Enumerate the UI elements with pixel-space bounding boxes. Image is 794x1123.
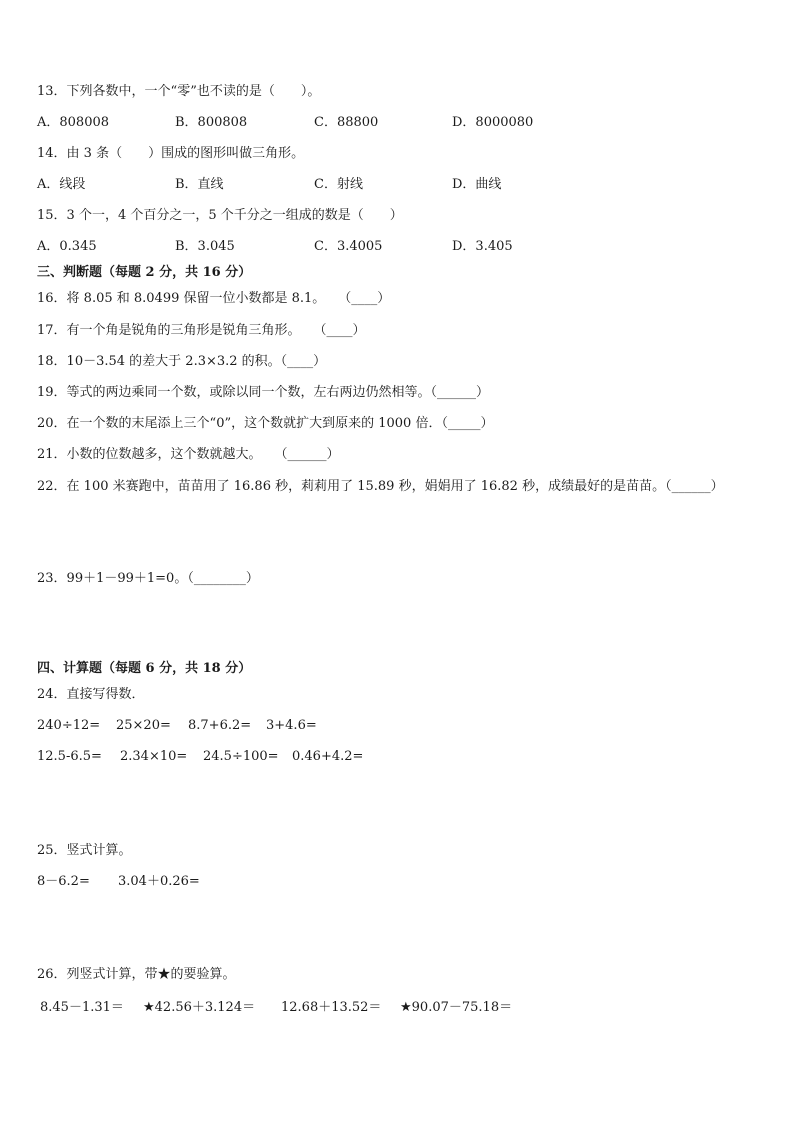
question-26-stem: 26．列竖式计算，带★的要验算。 [37,967,236,982]
q26-item-4: ★90.07－75.18＝ [400,1000,513,1015]
q26-item-1: 8.45－1.31＝ [40,1000,124,1015]
q24-r1-item-1: 240÷12= [37,718,101,733]
question-23: 23．99＋1－99＋1=0。（________） [37,571,259,586]
question-17: 17．有一个角是锐角的三角形是锐角三角形。 （____） [37,323,366,338]
q24-r1-item-2: 25×20= [116,718,171,733]
q15-option-a: A．0.345 [37,239,97,254]
section-3-title: 三、判断题（每题 2 分，共 16 分） [37,265,252,280]
question-18: 18．10－3.54 的差大于 2.3×3.2 的积。（____） [37,354,327,369]
q15-option-b: B．3.045 [175,239,235,254]
q14-option-b: B．直线 [175,177,224,192]
q26-item-2: ★42.56＋3.124＝ [143,1000,256,1015]
question-13-stem: 13．下列各数中，一个“零”也不读的是（ ）。 [37,84,321,99]
section-4-title: 四、计算题（每题 6 分，共 18 分） [37,661,252,676]
q25-item-2: 3.04＋0.26= [118,874,200,889]
q26-item-3: 12.68＋13.52＝ [281,1000,382,1015]
question-15-stem: 15．3 个一，4 个百分之一，5 个千分之一组成的数是（ ） [37,208,403,223]
question-25-stem: 25．竖式计算。 [37,843,132,858]
q24-r1-item-4: 3+4.6= [266,718,317,733]
question-16: 16．将 8.05 和 8.0499 保留一位小数都是 8.1。 （____） [37,291,391,306]
q25-item-1: 8－6.2= [37,874,90,889]
q14-option-d: D．曲线 [452,177,502,192]
q14-option-c: C．射线 [314,177,363,192]
question-24-stem: 24．直接写得数． [37,687,145,702]
q24-r2-item-1: 12.5-6.5= [37,749,102,764]
question-20: 20．在一个数的末尾添上三个“0”，这个数就扩大到原来的 1000 倍．（_____） [37,416,494,431]
q13-option-d: D．8000080 [452,115,534,130]
q15-option-c: C．3.4005 [314,239,383,254]
question-14-stem: 14．由 3 条（ ）围成的图形叫做三角形。 [37,146,305,161]
q13-option-c: C．88800 [314,115,379,130]
q13-option-a: A．808008 [37,115,110,130]
q14-option-a: A．线段 [37,177,86,192]
question-19: 19．等式的两边乘同一个数，或除以同一个数，左右两边仍然相等。（______） [37,385,490,400]
q13-option-b: B．800808 [175,115,248,130]
q15-option-d: D．3.405 [452,239,513,254]
question-21: 21．小数的位数越多，这个数就越大。 （______） [37,447,340,462]
q24-r2-item-4: 0.46+4.2= [292,749,364,764]
q24-r2-item-3: 24.5÷100= [203,749,279,764]
q24-r2-item-2: 2.34×10= [120,749,188,764]
q24-r1-item-3: 8.7+6.2= [188,718,252,733]
question-22: 22．在 100 米赛跑中，苗苗用了 16.86 秒，莉莉用了 15.89 秒，娟娟用了 16.82 秒，成绩最好的是苗苗。（______） [37,479,724,494]
